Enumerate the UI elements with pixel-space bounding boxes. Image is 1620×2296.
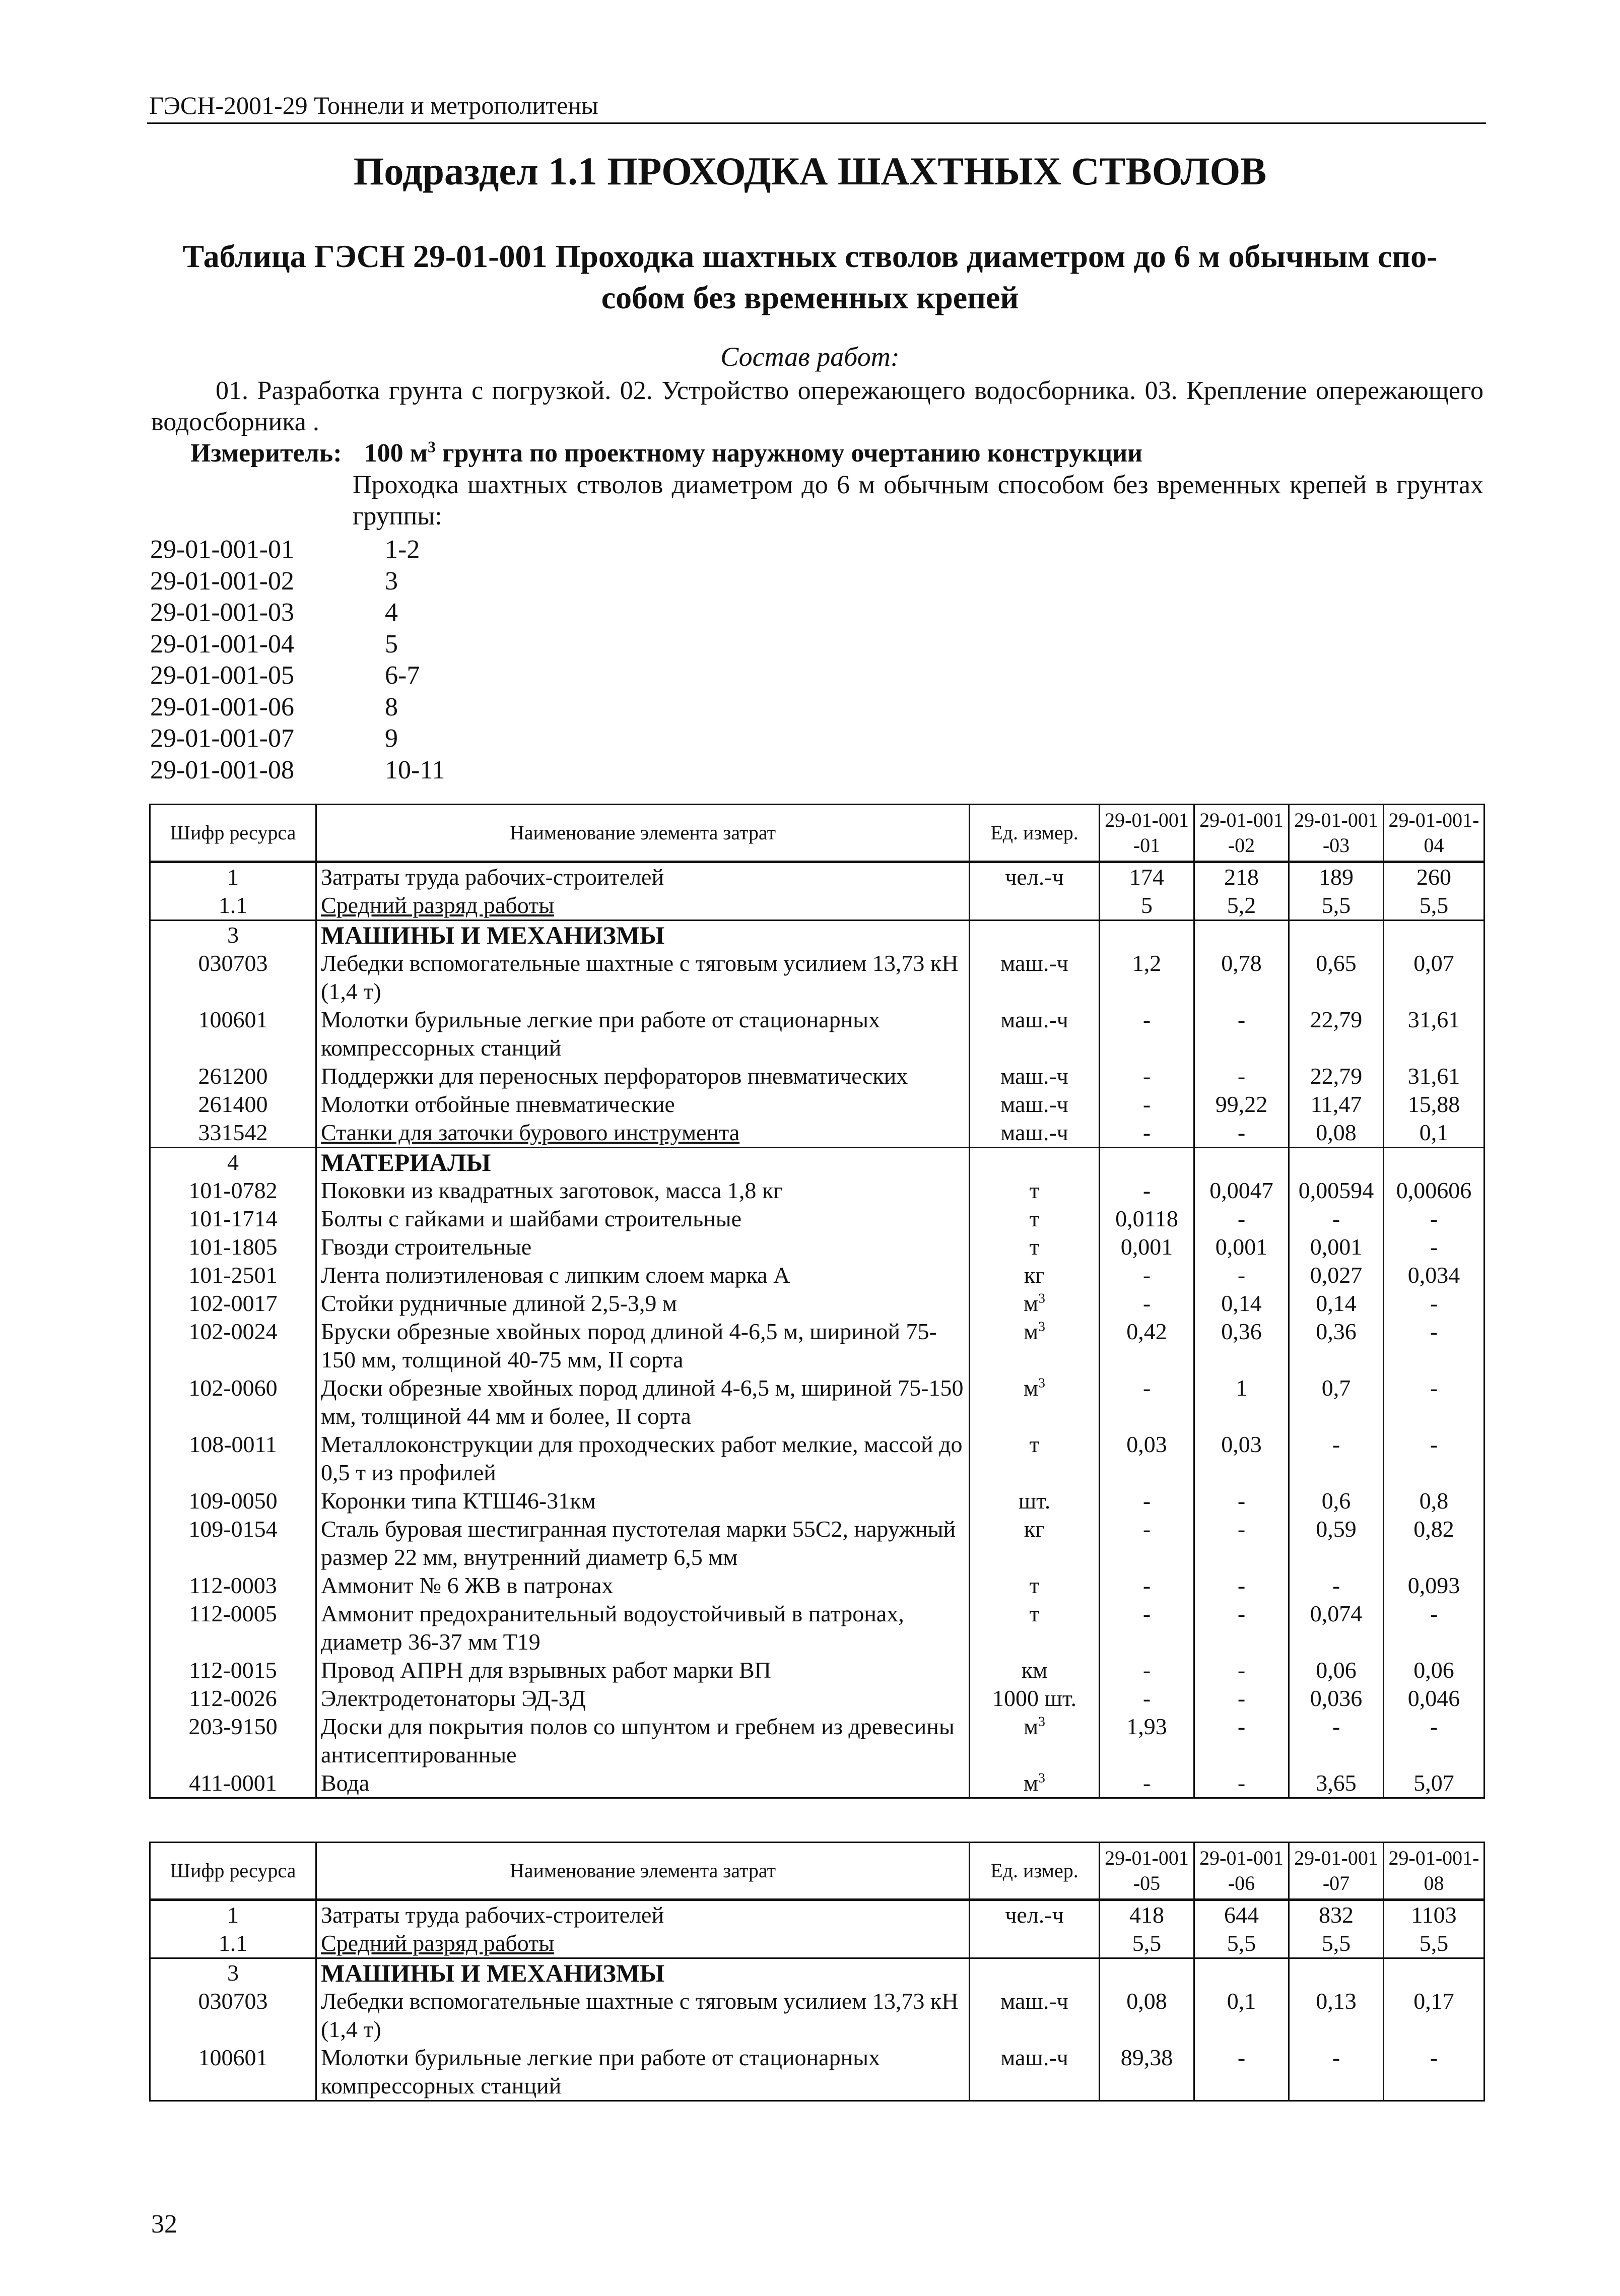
norm-value: - <box>1100 1176 1194 1205</box>
norm-value: - <box>1384 1374 1484 1430</box>
section-row <box>150 921 1484 950</box>
variant-group: 3 <box>385 566 398 596</box>
norm-value: - <box>1194 1062 1289 1090</box>
table-row <box>150 1571 1484 1600</box>
variant-group: 10-11 <box>385 755 445 784</box>
variant-group: 1-2 <box>385 535 420 564</box>
resource-unit <box>970 921 1100 950</box>
col-header-unit: Ед. измер. <box>970 805 1100 862</box>
resource-name: Аммонит № 6 ЖВ в патронах <box>316 1571 970 1600</box>
norm-value: 0,14 <box>1289 1289 1384 1318</box>
resource-code: 261400 <box>150 1090 316 1119</box>
col-header-name: Наименование элемента затрат <box>316 1843 970 1900</box>
norm-value: - <box>1100 1684 1194 1713</box>
table-header-row <box>150 805 1484 862</box>
norm-value: - <box>1194 1119 1289 1148</box>
resource-name: Средний разряд работы <box>316 891 970 921</box>
norm-value: - <box>1384 2044 1484 2101</box>
resource-code: 108-0011 <box>150 1430 316 1487</box>
norm-value: - <box>1100 1487 1194 1515</box>
section-title: МАШИНЫ И МЕХАНИЗМЫ <box>316 921 970 950</box>
resource-unit: маш.-ч <box>970 949 1100 1006</box>
table-row <box>150 1656 1484 1684</box>
norm-value: 189 <box>1289 862 1384 892</box>
resource-code: 112-0005 <box>150 1600 316 1656</box>
norm-value <box>1100 1958 1194 1988</box>
resource-table-1 <box>149 804 1485 1799</box>
norm-value: 89,38 <box>1100 2044 1194 2101</box>
variant-code: 29-01-001-02 <box>150 566 294 596</box>
col-header-norm: 29-01-001-07 <box>1289 1843 1384 1900</box>
variant-group: 5 <box>385 629 398 659</box>
section-title: МАШИНЫ И МЕХАНИЗМЫ <box>316 1958 970 1988</box>
norm-value: - <box>1100 1600 1194 1656</box>
norm-value: 22,79 <box>1289 1006 1384 1062</box>
norm-value: 1,2 <box>1100 949 1194 1006</box>
norm-value: - <box>1100 1062 1194 1090</box>
table-row <box>150 1684 1484 1713</box>
norm-value: 5,5 <box>1194 1929 1289 1958</box>
resource-code: 1 <box>150 1900 316 1930</box>
norm-value: 0,6 <box>1289 1487 1384 1515</box>
resource-code: 1 <box>150 862 316 892</box>
norm-value: - <box>1100 1769 1194 1798</box>
norm-value: 0,1 <box>1194 1987 1289 2044</box>
norm-value: 0,001 <box>1100 1233 1194 1261</box>
norm-value: 0,074 <box>1289 1600 1384 1656</box>
norm-value: - <box>1100 1374 1194 1430</box>
variant-intro: Проходка шахтных стволов диаметром до 6 м обычным способом без временных крепей в грунтах группы: <box>353 471 1483 531</box>
table-title-line2: собом без временных крепей <box>601 280 1019 315</box>
norm-value: 5 <box>1100 891 1194 921</box>
variant-item <box>150 755 445 786</box>
norm-value <box>1289 1148 1384 1177</box>
norm-value: - <box>1194 1769 1289 1798</box>
table-row <box>150 1176 1484 1205</box>
table-row <box>150 1119 1484 1148</box>
norm-value: - <box>1384 1600 1484 1656</box>
resource-unit: т <box>970 1205 1100 1233</box>
resource-name: Бруски обрезные хвойных пород длиной 4-6,5 м, шириной 75-150 мм, толщиной 40-75 мм, II сорта <box>316 1318 970 1374</box>
norm-value: 0,82 <box>1384 1515 1484 1571</box>
resource-unit: т <box>970 1571 1100 1600</box>
col-header-norm: 29-01-001-04 <box>1384 805 1484 862</box>
col-header-code: Шифр ресурса <box>150 805 316 862</box>
col-header-norm: 29-01-001-02 <box>1194 805 1289 862</box>
resource-name: Гвозди строительные <box>316 1233 970 1261</box>
resource-code: 101-2501 <box>150 1261 316 1289</box>
resource-unit <box>970 1929 1100 1958</box>
resource-name: Металлоконструкции для проходческих работ мелкие, массой до 0,5 т из профилей <box>316 1430 970 1487</box>
resource-code: 112-0003 <box>150 1571 316 1600</box>
table-row <box>150 1600 1484 1656</box>
resource-unit: $м^3$ <box>970 1713 1100 1769</box>
norm-value: - <box>1194 1487 1289 1515</box>
resource-name: Лента полиэтиленовая с липким слоем марка А <box>316 1261 970 1289</box>
resource-unit: т <box>970 1233 1100 1261</box>
resource-unit: кг <box>970 1261 1100 1289</box>
table-row <box>150 1261 1484 1289</box>
resource-code: 3 <box>150 1958 316 1988</box>
norm-value <box>1194 921 1289 950</box>
norm-value: 15,88 <box>1384 1090 1484 1119</box>
table-row <box>150 1900 1484 1930</box>
resource-code: 101-0782 <box>150 1176 316 1205</box>
norm-value: - <box>1100 1571 1194 1600</box>
resource-unit: $м^3$ <box>970 1318 1100 1374</box>
resource-name: Станки для заточки бурового инструмента <box>316 1119 970 1148</box>
variant-code: 29-01-001-05 <box>150 661 294 690</box>
norm-value: 0,06 <box>1289 1656 1384 1684</box>
resource-unit: маш.-ч <box>970 1119 1100 1148</box>
resource-unit: т <box>970 1176 1100 1205</box>
norm-value: - <box>1384 1289 1484 1318</box>
norm-value <box>1384 1148 1484 1177</box>
norm-value: 0,1 <box>1384 1119 1484 1148</box>
norm-value: 31,61 <box>1384 1006 1484 1062</box>
resource-name: Стойки рудничные длиной 2,5-3,9 м <box>316 1289 970 1318</box>
resource-unit <box>970 1958 1100 1988</box>
norm-value: - <box>1384 1713 1484 1769</box>
norm-value: 0,42 <box>1100 1318 1194 1374</box>
table-row <box>150 1487 1484 1515</box>
norm-value: 1103 <box>1384 1900 1484 1930</box>
section-title: МАТЕРИАЛЫ <box>316 1148 970 1177</box>
norm-value <box>1289 921 1384 950</box>
norm-value: 0,0047 <box>1194 1176 1289 1205</box>
resource-name: Провод АПРН для взрывных работ марки ВП <box>316 1656 970 1684</box>
variant-code: 29-01-001-08 <box>150 755 294 784</box>
table-row <box>150 891 1484 921</box>
resource-name: Молотки отбойные пневматические <box>316 1090 970 1119</box>
norm-value <box>1100 1148 1194 1177</box>
norm-value: 11,47 <box>1289 1090 1384 1119</box>
resource-unit: маш.-ч <box>970 1006 1100 1062</box>
norm-value: - <box>1194 1571 1289 1600</box>
table-row <box>150 1430 1484 1487</box>
measure <box>190 438 1142 468</box>
resource-name: Сталь буровая шестигранная пустотелая марки 55С2, наружный размер 22 мм, внутренний диаметр 6,5 мм <box>316 1515 970 1571</box>
norm-value: - <box>1100 1289 1194 1318</box>
resource-code: 101-1714 <box>150 1205 316 1233</box>
resource-table-2 <box>149 1842 1485 2102</box>
norm-value <box>1194 1148 1289 1177</box>
resource-unit: кг <box>970 1515 1100 1571</box>
norm-value: - <box>1289 1430 1384 1487</box>
norm-value: 832 <box>1289 1900 1384 1930</box>
variant-item <box>150 692 445 724</box>
resource-unit: маш.-ч <box>970 1090 1100 1119</box>
resource-code: 203-9150 <box>150 1713 316 1769</box>
resource-unit: маш.-ч <box>970 1987 1100 2044</box>
norm-value: 0,036 <box>1289 1684 1384 1713</box>
norm-value: 0,03 <box>1100 1430 1194 1487</box>
norm-value: - <box>1384 1205 1484 1233</box>
norm-value: 5,2 <box>1194 891 1289 921</box>
resource-name: Лебедки вспомогательные шахтные с тяговым усилием 13,73 кН (1,4 т) <box>316 949 970 1006</box>
norm-value: 0,59 <box>1289 1515 1384 1571</box>
norm-value <box>1384 921 1484 950</box>
table-row <box>150 1090 1484 1119</box>
resource-code: 112-0015 <box>150 1656 316 1684</box>
table-row <box>150 1289 1484 1318</box>
norm-value: 644 <box>1194 1900 1289 1930</box>
variant-code: 29-01-001-07 <box>150 724 294 753</box>
col-header-code: Шифр ресурса <box>150 1843 316 1900</box>
col-header-norm: 29-01-001-06 <box>1194 1843 1289 1900</box>
col-header-unit: Ед. измер. <box>970 1843 1100 1900</box>
norm-value: 0,78 <box>1194 949 1289 1006</box>
norm-value: - <box>1100 1515 1194 1571</box>
variant-item <box>150 723 445 755</box>
resource-name: Средний разряд работы <box>316 1929 970 1958</box>
resource-name: Доски для покрытия полов со шпунтом и гребнем из древесины антисептированные <box>316 1713 970 1769</box>
norm-value: - <box>1384 1318 1484 1374</box>
resource-code: 1.1 <box>150 1929 316 1958</box>
resource-code: 102-0017 <box>150 1289 316 1318</box>
norm-value: - <box>1289 1205 1384 1233</box>
col-header-norm: 29-01-001-08 <box>1384 1843 1484 1900</box>
norm-value: - <box>1289 1571 1384 1600</box>
norm-value: 174 <box>1100 862 1194 892</box>
norm-value: - <box>1194 1684 1289 1713</box>
resource-unit <box>970 891 1100 921</box>
table-header-row <box>150 1843 1484 1900</box>
resource-name: Затраты труда рабочих-строителей <box>316 1900 970 1930</box>
resource-unit: км <box>970 1656 1100 1684</box>
col-header-norm: 29-01-001-05 <box>1100 1843 1194 1900</box>
norm-value: 0,17 <box>1384 1987 1484 2044</box>
norm-value: - <box>1384 1430 1484 1487</box>
resource-name: Электродетонаторы ЭД-3Д <box>316 1684 970 1713</box>
resource-name: Вода <box>316 1769 970 1798</box>
norm-value: 418 <box>1100 1900 1194 1930</box>
norm-value: - <box>1194 1515 1289 1571</box>
table-row <box>150 2044 1484 2101</box>
norm-value: 0,00606 <box>1384 1176 1484 1205</box>
variant-item <box>150 629 445 661</box>
norm-value <box>1194 1958 1289 1988</box>
norm-value: 5,5 <box>1384 891 1484 921</box>
variant-item <box>150 597 445 629</box>
norm-value: 0,08 <box>1289 1119 1384 1148</box>
table-row <box>150 862 1484 892</box>
norm-value: - <box>1100 1119 1194 1148</box>
variant-group: 8 <box>385 692 398 721</box>
resource-name: Болты с гайками и шайбами строительные <box>316 1205 970 1233</box>
norm-value: - <box>1194 1656 1289 1684</box>
norm-value: 5,5 <box>1289 891 1384 921</box>
resource-unit: шт. <box>970 1487 1100 1515</box>
norm-value: 0,36 <box>1194 1318 1289 1374</box>
resource-unit: маш.-ч <box>970 2044 1100 2101</box>
norm-value: - <box>1194 1600 1289 1656</box>
resource-unit: $м^3$ <box>970 1769 1100 1798</box>
norm-value: 99,22 <box>1194 1090 1289 1119</box>
section-row <box>150 1958 1484 1988</box>
resource-code: 100601 <box>150 1006 316 1062</box>
norm-value <box>1289 1958 1384 1988</box>
resource-name: Затраты труда рабочих-строителей <box>316 862 970 892</box>
works-heading: Состав работ: <box>720 342 900 372</box>
header-rule <box>147 122 1486 124</box>
norm-value: 0,034 <box>1384 1261 1484 1289</box>
norm-value: - <box>1384 1233 1484 1261</box>
norm-value: - <box>1194 1713 1289 1769</box>
resource-code: 101-1805 <box>150 1233 316 1261</box>
norm-value: 0,00594 <box>1289 1176 1384 1205</box>
norm-value: 0,7 <box>1289 1374 1384 1430</box>
norm-value: 0,0118 <box>1100 1205 1194 1233</box>
table-row <box>150 1713 1484 1769</box>
norm-value: 0,14 <box>1194 1289 1289 1318</box>
norm-value: - <box>1194 1006 1289 1062</box>
variant-code: 29-01-001-03 <box>150 598 294 627</box>
norm-value: 1,93 <box>1100 1713 1194 1769</box>
norm-value: 0,001 <box>1289 1233 1384 1261</box>
variant-group: 6-7 <box>385 661 420 690</box>
resource-name: Поковки из квадратных заготовок, масса 1,8 кг <box>316 1176 970 1205</box>
table-row <box>150 1233 1484 1261</box>
norm-value: 0,08 <box>1100 1987 1194 2044</box>
norm-value: - <box>1194 1261 1289 1289</box>
norm-value: 0,06 <box>1384 1656 1484 1684</box>
resource-unit: маш.-ч <box>970 1062 1100 1090</box>
resource-unit: чел.-ч <box>970 862 1100 892</box>
resource-code: 1.1 <box>150 891 316 921</box>
col-header-norm: 29-01-001-03 <box>1289 805 1384 862</box>
norm-value: 5,07 <box>1384 1769 1484 1798</box>
resource-name: Поддержки для переносных перфораторов пневматических <box>316 1062 970 1090</box>
norm-value: 0,13 <box>1289 1987 1384 2044</box>
variant-code: 29-01-001-06 <box>150 692 294 721</box>
norm-value: 0,093 <box>1384 1571 1484 1600</box>
measure-value: 100 $м^3$ грунта по проектному наружному очертанию конструкции <box>364 437 1143 468</box>
resource-code: 261200 <box>150 1062 316 1090</box>
norm-value: 0,03 <box>1194 1430 1289 1487</box>
norm-value: - <box>1100 1090 1194 1119</box>
resource-unit: чел.-ч <box>970 1900 1100 1930</box>
table-row <box>150 1515 1484 1571</box>
variant-group: 4 <box>385 598 398 627</box>
resource-code: 100601 <box>150 2044 316 2101</box>
norm-value: 0,36 <box>1289 1318 1384 1374</box>
norm-value: - <box>1194 1205 1289 1233</box>
resource-name: Молотки бурильные легкие при работе от стационарных компрессорных станций <box>316 2044 970 2101</box>
resource-unit: $м^3$ <box>970 1374 1100 1430</box>
norm-value: 0,046 <box>1384 1684 1484 1713</box>
norm-value: 5,5 <box>1100 1929 1194 1958</box>
resource-code: 030703 <box>150 1987 316 2044</box>
table-row <box>150 1006 1484 1062</box>
table-row <box>150 1205 1484 1233</box>
variant-item <box>150 534 445 566</box>
norm-value: - <box>1100 1656 1194 1684</box>
variant-list <box>150 534 445 786</box>
table-row <box>150 1374 1484 1430</box>
norm-value: 0,001 <box>1194 1233 1289 1261</box>
resource-code: 109-0050 <box>150 1487 316 1515</box>
table-title-line1: Таблица ГЭСН 29-01-001 Проходка шахтных стволов диаметром до 6 м обычным спо- <box>182 238 1438 274</box>
works-text: 01. Разработка грунта с погрузкой. 02. Устройство опережающего водосборника. 03. Крепление опережающего водосборника . <box>151 376 1483 436</box>
norm-value: 5,5 <box>1384 1929 1484 1958</box>
resource-name: Лебедки вспомогательные шахтные с тяговым усилием 13,73 кН (1,4 т) <box>316 1987 970 2044</box>
norm-value: 0,07 <box>1384 949 1484 1006</box>
norm-value: 0,8 <box>1384 1487 1484 1515</box>
norm-value: 22,79 <box>1289 1062 1384 1090</box>
table-row <box>150 1987 1484 2044</box>
norm-value: - <box>1289 2044 1384 2101</box>
resource-code: 112-0026 <box>150 1684 316 1713</box>
measure-label: Измеритель: <box>190 439 342 468</box>
variant-group: 9 <box>385 724 398 753</box>
resource-unit: $м^3$ <box>970 1289 1100 1318</box>
page-number: 32 <box>151 2210 177 2239</box>
resource-name: Аммонит предохранительный водоустойчивый в патронах, диаметр 36-37 мм Т19 <box>316 1600 970 1656</box>
resource-code: 4 <box>150 1148 316 1177</box>
norm-value <box>1384 1958 1484 1988</box>
resource-name: Молотки бурильные легкие при работе от стационарных компрессорных станций <box>316 1006 970 1062</box>
variant-item <box>150 660 445 692</box>
norm-value: 3,65 <box>1289 1769 1384 1798</box>
table-row <box>150 1062 1484 1090</box>
resource-name: Коронки типа КТШ46-31км <box>316 1487 970 1515</box>
resource-unit: т <box>970 1430 1100 1487</box>
variant-item <box>150 566 445 598</box>
resource-code: 3 <box>150 921 316 950</box>
norm-value: 0,027 <box>1289 1261 1384 1289</box>
norm-value: - <box>1289 1713 1384 1769</box>
resource-code: 102-0060 <box>150 1374 316 1430</box>
variant-code: 29-01-001-01 <box>150 535 294 564</box>
table-title <box>151 236 1469 318</box>
norm-value: 31,61 <box>1384 1062 1484 1090</box>
resource-name: Доски обрезные хвойных пород длиной 4-6,5 м, шириной 75-150 мм, толщиной 44 мм и более, II сорта <box>316 1374 970 1430</box>
col-header-name: Наименование элемента затрат <box>316 805 970 862</box>
norm-value: 5,5 <box>1289 1929 1384 1958</box>
table-row <box>150 1318 1484 1374</box>
section-row <box>150 1148 1484 1177</box>
norm-value: 218 <box>1194 862 1289 892</box>
table-row <box>150 1769 1484 1798</box>
table-row <box>150 1929 1484 1958</box>
norm-value <box>1100 921 1194 950</box>
norm-value: - <box>1100 1261 1194 1289</box>
resource-code: 102-0024 <box>150 1318 316 1374</box>
resource-code: 331542 <box>150 1119 316 1148</box>
resource-unit: т <box>970 1600 1100 1656</box>
col-header-norm: 29-01-001-01 <box>1100 805 1194 862</box>
table-row <box>150 949 1484 1006</box>
norm-value: - <box>1100 1006 1194 1062</box>
norm-value: - <box>1194 2044 1289 2101</box>
resource-unit: 1000 шт. <box>970 1684 1100 1713</box>
resource-unit <box>970 1148 1100 1177</box>
variant-code: 29-01-001-04 <box>150 629 294 659</box>
resource-code: 411-0001 <box>150 1769 316 1798</box>
running-head: ГЭСН-2001-29 Тоннели и метрополитены <box>149 91 598 119</box>
resource-code: 109-0154 <box>150 1515 316 1571</box>
norm-value: 1 <box>1194 1374 1289 1430</box>
resource-code: 030703 <box>150 949 316 1006</box>
norm-value: 0,65 <box>1289 949 1384 1006</box>
norm-value: 260 <box>1384 862 1484 892</box>
subsection-title: Подраздел 1.1 ПРОХОДКА ШАХТНЫХ СТВОЛОВ <box>353 149 1267 193</box>
